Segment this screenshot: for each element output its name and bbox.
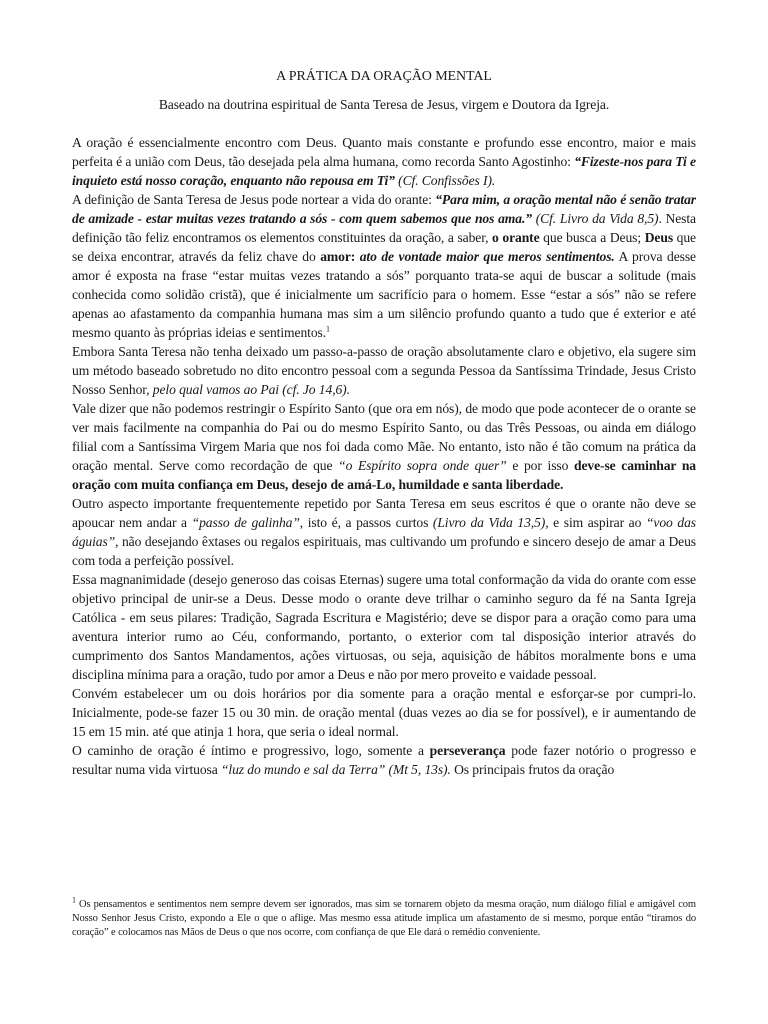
- paragraph: [72, 494, 696, 570]
- paragraph: [72, 342, 696, 399]
- text-run: “voo das águias”: [72, 515, 696, 549]
- text-run: e sim aspirar ao: [548, 515, 646, 530]
- text-run: “passo de galinha”: [191, 515, 300, 530]
- text-run: “Fizeste-nos para Ti e inquieto está nosso coração, enquanto não repousa em Ti”: [72, 154, 696, 188]
- paragraph: [72, 399, 696, 494]
- text-run: Convém estabelecer um ou dois horários por dia somente para a oração mental e esforçar-se por cumpri-lo. Inicialmente, pode-se fazer 15 ou 30 min. de oração mental (duas vezes ao dia se for possível), e ir aumentando de 15 em 15 min. até que atinja 1 hora, que seria o ideal normal.: [72, 686, 696, 739]
- text-run: “Para mim, a oração mental não é senão tratar de amizade - estar muitas vezes tratando a sós - com quem sabemos que nos ama.”: [72, 192, 696, 226]
- paragraph: [72, 570, 696, 684]
- footnote-text: Os pensamentos e sentimentos nem sempre devem ser ignorados, mas sim se tornarem objeto da mesma oração, num diálogo filial e amigável com Nosso Senhor Jesus Cristo, expondo a Ele o que o aflige. Mas mesmo essa atitude implica um afastamento de si mesmo, porque então “tiramos do coração” e colocamos nas Mãos de Deus o que nos ocorre, com confiança de que Ele dará o remédio conveniente.: [72, 899, 696, 938]
- text-run: amor:: [320, 249, 356, 264]
- text-run: Deus: [644, 230, 674, 245]
- text-run: “o Espírito sopra onde quer”: [338, 458, 507, 473]
- text-run: O caminho de oração é íntimo e progressivo, logo, somente a: [72, 743, 430, 758]
- text-run: , isto é, a passos curtos: [299, 515, 433, 530]
- text-run: Os principais frutos da oração: [450, 762, 615, 777]
- footnote-ref: 1: [326, 324, 330, 334]
- text-run: que busca a Deus;: [539, 230, 645, 245]
- paragraph: [72, 133, 696, 190]
- text-run: Outro aspecto importante frequentemente repetido por Santa Teresa em seus escritos é que o orante não deve se apoucar nem andar a: [72, 496, 696, 530]
- document-body: [72, 133, 696, 779]
- footnote: [72, 895, 696, 940]
- document-subtitle: Baseado na doutrina espiritual de Santa Teresa de Jesus, virgem e Doutora da Igreja.: [158, 97, 610, 112]
- text-run: (Cf. Livro da Vida 8,5): [535, 211, 659, 226]
- document-title: A PRÁTICA DA ORAÇÃO MENTAL: [276, 69, 492, 84]
- text-run: A definição de Santa Teresa de Jesus pode nortear a vida do orante:: [72, 192, 436, 207]
- text-run: deve-se caminhar na oração com muita confiança em Deus, desejo de amá-Lo, humildade e santa liberdade.: [72, 458, 696, 492]
- text-run: que se deixa encontrar, através da feliz chave do: [72, 230, 696, 264]
- text-run: pelo qual vamos ao Pai (cf. Jo 14,6).: [152, 382, 350, 397]
- text-run: Essa magnanimidade (desejo generoso das coisas Eternas) sugere uma total conformação da vida do orante com esse objetivo principal de unir-se a Deus. Desse modo o orante deve trilhar o caminho seguro da fé na Santa Igreja Católica - em seus pilares: Tradição, Sagrada Escritura e Magistério; deve se dispor para a oração como para uma aventura interior rumo ao Céu, conformando, portanto, o exterior com tal disposição interior através do cumprimento dos Santos Mandamentos, ações virtuosas, ou seja, aquisição de hábitos moralmente bons e uma disciplina mínima para a oração, tudo por amor a Deus e não por mero proveito e vaidade pessoal.: [72, 572, 696, 682]
- text-run: e por isso: [506, 458, 574, 473]
- text-run: (Cf. Confissões I).: [398, 173, 496, 188]
- text-run: o orante: [492, 230, 540, 245]
- text-run: . Nesta definição tão feliz encontramos os elementos constituintes da oração, a saber,: [72, 211, 696, 245]
- text-run: A prova desse amor é exposta na frase “estar muitas vezes tratando a sós” porquanto trata-se aqui de buscar a solitude (mais conhecida como solidão cristã), que é inicialmente um sacrifício para o homem. Esse “estar a sós” não se refere apenas ao afastamento da companhia humana mas sim a um silêncio profundo quanto a tudo que é exterior e até mesmo quanto às próprias ideias e sentimentos.: [72, 249, 696, 340]
- text-run: ato de vontade maior que meros sentimentos.: [359, 249, 615, 264]
- text-run: pode fazer notório o progresso e resultar numa vida virtuosa: [72, 743, 697, 777]
- footnote-marker: 1: [72, 895, 76, 905]
- text-run: Embora Santa Teresa não tenha deixado um passo-a-passo de oração absolutamente claro e objetivo, ela sugere sim um método baseado sobretudo no dito encontro pessoal com a segunda Pessoa da Santíssima Trindade, Jesus Cristo Nosso Senhor,: [72, 344, 696, 397]
- text-run: (Livro da Vida 13,5),: [432, 515, 549, 530]
- paragraph: [72, 741, 696, 779]
- paragraph: [72, 684, 696, 741]
- text-run: “luz do mundo e sal da Terra” (Mt 5, 13s).: [220, 762, 451, 777]
- text-run: perseverança: [429, 743, 506, 758]
- text-run: A oração é essencialmente encontro com Deus. Quanto mais constante e profundo esse encontro, maior e mais perfeita é a união com Deus, tão desejada pela alma humana, como recorda Santo Agostinho:: [72, 135, 696, 169]
- paragraph: [72, 190, 696, 342]
- text-run: , não desejando êxtases ou regalos espirituais, mas cultivando um profundo e sincero desejo de amar a Deus com toda a perfeição possível.: [72, 534, 696, 568]
- text-run: Vale dizer que não podemos restringir o Espírito Santo (que ora em nós), de modo que pode acontecer de o orante se ver mais facilmente na companhia do Pai ou do mesmo Espírito Santo, ou das Três Pessoas, ou ainda em diálogo filial com a Santíssima Virgem Maria que nos foi dada como Mãe. No entanto, isto não é tão comum na prática da oração mental. Serve como recordação de que: [72, 401, 696, 473]
